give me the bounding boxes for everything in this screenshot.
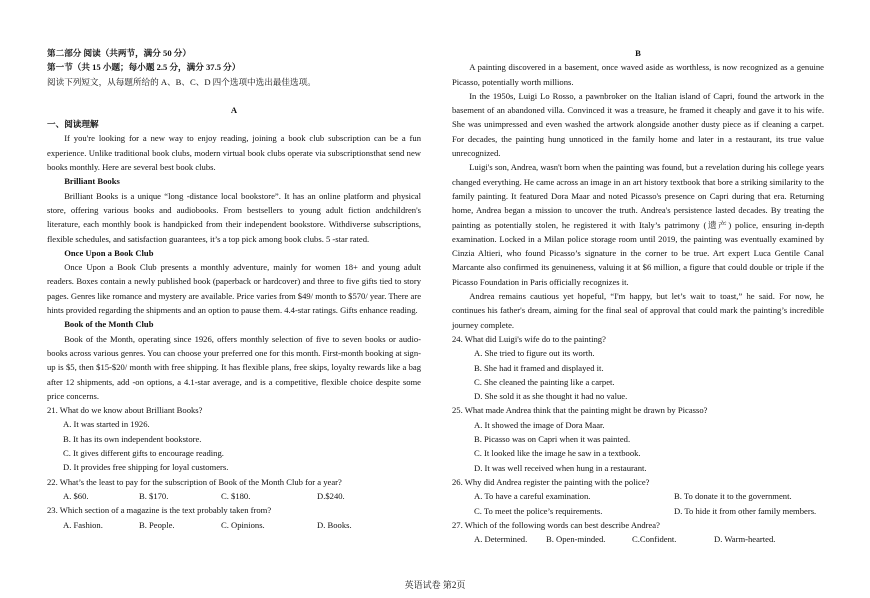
club3-text: Book of the Month, operating since 1926, offers monthly selection of five to seven books or audio-books across various genres. You can choose your preferred one for this month. First-month booking at sign-up is $5, then $15-$20/ month with free shipping. It has flexible plans, free skips, loyalty rewards like a bag after 12 shipments, add -on options, a 4.1-star average, and is a competitive, flexible choice despite some price concerns. [47,333,422,401]
q23-option-b: B. People. [139,519,175,530]
q26-option-b: B. To donate it to the government. [674,491,792,502]
passage-a-body [47,131,421,403]
club2-title: Once Upon a Book Club [64,247,154,258]
q21-stem: 21. What do we know about Brilliant Books? [47,405,203,416]
q23-option-d: D. Books. [317,519,352,530]
q26-option-a: A. To have a careful examination. [474,491,591,502]
q25-option-d: D. It was well received when hung in a restaurant. [474,462,647,473]
q23-options [47,518,421,532]
q24-option-c: C. She cleaned the painting like a carpet. [474,376,615,387]
q22-option-a: A. $60. [63,490,89,501]
q26-option-c: C. To meet the police’s requirements. [474,505,603,516]
q27-option-c: C.Confident. [632,534,677,545]
q26-stem: 26. Why did Andrea register the painting with the police? [452,476,650,487]
passage-b-p3: Luigi's son, Andrea, wasn't born when the painting was found, but a revelation during his college years changed everything. He came across an image in an art history textbook that bore a striking similarity to the family painting. It featured Dora Maar and noted Picasso's presence on Capri during that era. Returning home, Andrea began a mission to uncover the truth. Andrea's persistence lasted decades. By treating the painting as potentially stolen, he registered it with Italy’s patrimony (遗产) police, ensuring in-depth examination. Locked in a Milan police storage room until 2019, the painting was eventually examined by Cinzia Altieri, who found Picasso’s signature in the corner to be true. Art expert Luca Gentile Canal Marcante also confirmed its genuineness, valuing it at $6 million, a figure that could double or triple if the Picasso Foundation in Paris officially recognizes it. [452,162,824,287]
passage-b-p1: A painting discovered in a basement, once waved aside as worthless, is now recognized as a genuine Picasso, potentially worth millions. [452,62,824,87]
q23-stem: 23. Which section of a magazine is the text probably taken from? [47,505,272,516]
club1-title: Brilliant Books [64,176,120,187]
q26-option-d: D. To hide it from other family members. [674,505,817,516]
q21-option-a: A. It was started in 1926. [63,419,150,430]
q23-option-a: A. Fashion. [63,519,103,530]
q22-option-b: B. $170. [139,490,169,501]
q26-options-row2 [452,504,824,518]
q21-option-c: C. It gives different gifts to encourage reading. [63,448,224,459]
part-heading: 第二部分 阅读（共两节，满分 50 分） [47,48,191,58]
q25-option-a: A. It showed the image of Dora Maar. [474,419,605,430]
q24-stem: 24. What did Luigi's wife do to the painting? [452,333,606,344]
section-heading: 第一节（共 15 小题；每小题 2.5 分，满分 37.5 分） [47,62,241,73]
passage-b-p2: In the 1950s, Luigi Lo Rosso, a pawnbroker on the Italian island of Capri, found the artwork in the basement of an abandoned villa. Convinced it was a treasure, he framed it cheaply and gave it to his wife. She was unimpressed and even washed the artwork alongside another dusty piece as if cleaning a carpet. For decades, the painting hung unnoticed in the family home and later in a restaurant, its true value unrecognized. [452,90,824,159]
instruction-text: 阅读下列短文，从每题所给的 A、B、C、D 四个选项中选出最佳选项。 [47,76,316,87]
club3-title: Book of the Month Club [64,319,154,330]
passage-b-letter: B [635,48,641,58]
q27-option-b: B. Open-minded. [546,534,606,545]
q22-option-c: C. $180. [221,490,251,501]
q22-options [47,489,421,503]
q23-option-c: C. Opinions. [221,519,265,530]
reading-heading: 一、阅读理解 [47,119,99,130]
club2-text: Once Upon a Book Club presents a monthly adventure, mainly for women 18+ and young adult readers. Boxes contain a newly published book (paperback or hardcover) and three to five gifts tied to story pages. Genres like romance and mystery are available. Price varies from $49/ month to $570/ year. There are hints provided regarding the shipments and an option to pause them. 4.4-star ratings. Gifts enhance reading. [47,262,422,316]
q27-option-a: A. Determined. [474,534,528,545]
q27-options [452,532,824,546]
q22-stem: 22. What’s the least to pay for the subscription of Book of the Month Club for a year? [47,476,342,487]
q22-option-d: D.$240. [317,490,345,501]
q27-option-d: D. Warm-hearted. [714,534,776,545]
q24-option-b: B. She had it framed and displayed it. [474,362,604,373]
passage-a-letter: A [230,104,238,115]
q24-option-a: A. She tried to figure out its worth. [474,348,595,359]
passage-b-p4: Andrea remains cautious yet hopeful, “I'm happy, but let’s wait to toast,” he said. For now, he continues his father's dream, aiming for the final seal of approval that could mark the painting’s incredible journey complete. [452,291,824,330]
passage-b-body [452,60,824,332]
q25-stem: 25. What made Andrea think that the painting might be drawn by Picasso? [452,405,708,416]
q21-option-d: D. It provides free shipping for loyal customers. [63,462,229,473]
q27-stem: 27. Which of the following words can best describe Andrea? [452,519,660,530]
club1-text: Brilliant Books is a unique “long -distance local bookstore”. It has an online platform and physical store, offering various books and audiobooks. From bestsellers to young adult fiction andchildren's literature, each monthly book is handpicked from their independent bookstore. Withdiverse subscriptions, flexible schedules, and satisfaction guarantees, it’s a top pick among book clubs. 5 -star rated. [47,190,421,244]
left-column [47,46,421,532]
passage-a-intro: If you're looking for a new way to enjoy reading, joining a book club subscription can be a fun experience. Unlike traditional book clubs, modern virtual book clubs operate via subscriptionsthat send new books monthly. Here are several best book clubs. [47,133,421,173]
q26-options-row1 [452,489,824,503]
q25-option-b: B. Picasso was on Capri when it was painted. [474,434,631,445]
right-column [452,46,824,546]
page-footer: 英语试卷 第2页 [404,580,466,590]
q21-option-b: B. It has its own independent bookstore. [63,433,202,444]
q25-option-c: C. It looked like the image he saw in a textbook. [474,448,641,459]
q24-option-d: D. She sold it as she thought it had no value. [474,391,628,402]
